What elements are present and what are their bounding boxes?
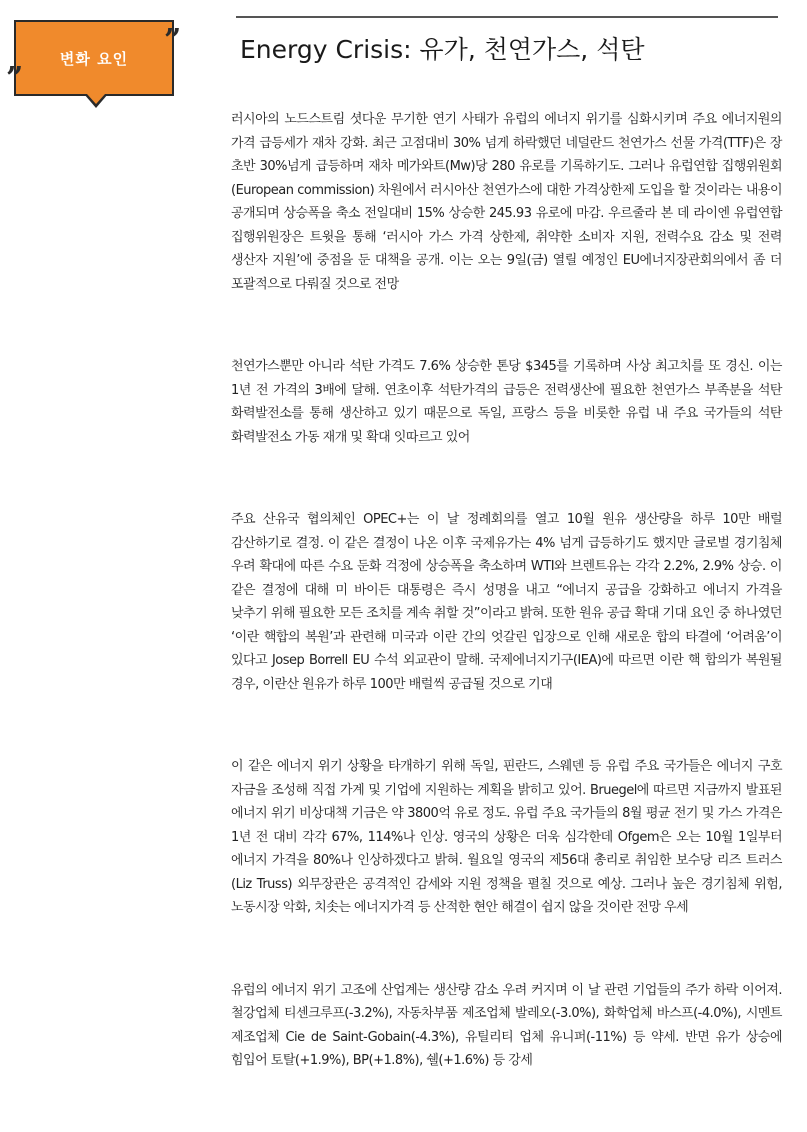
paragraph-opec: 주요 산유국 협의체인 OPEC+는 이 날 정례회의를 열고 10월 원유 생산량을 하루 10만 배럴 감산하기로 결정. 이 같은 결정이 나온 이후 국제유가는 4% 넘게 급등하기도 했지만 글로벌 경기침체 우려 확대에 따른 수요 둔화 걱정에 상승폭을 축소하며 WTI와 브렌트유는 각각 2.2%, 2.9% 상승. 이 같은 결정에 대해 미 바이든 대통령은 즉시 성명을 내고 “에너지 공급을 강화하고 에너지 가격을 낮추기 위해 필요한 모든 조치를 계속 취할 것”이라고 밝혀. 또한 원유 공급 확대 기대 요인 중 하나였던 ‘이란 핵합의 복원’과 관련해 미국과 이란 간의 엇갈린 입장으로 인해 새로운 합의 타결에 ‘어려움’이 있다고 Josep Borrell EU 수석 외교관이 말해. 국제에너지기구(IEA)에 따르면 이란 핵 합의가 복원될 경우, 이란산 원유가 하루 100만 배럴씩 공급될 것으로 기대	[231, 512, 782, 692]
article-body	[231, 108, 782, 1132]
open-quote-icon: ”	[6, 61, 24, 96]
close-quote-icon: ”	[164, 23, 182, 58]
title-divider	[236, 16, 778, 18]
paragraph-coal-prices: 천연가스뿐만 아니라 석탄 가격도 7.6% 상승한 톤당 $345를 기록하며 사상 최고치를 또 경신. 이는 1년 전 가격의 3배에 달해. 연초이후 석탄가격의 급등은 전력생산에 필요한 천연가스 부족분을 석탄 화력발전소를 통해 생산하고 있기 때문으로 독일, 프랑스 등을 비롯한 유럽 내 주요 국가들의 석탄 화력발전소 가동 재개 및 확대 잇따르고 있어	[231, 359, 782, 445]
badge-box	[14, 20, 174, 96]
page-title: Energy Crisis: 유가, 천연가스, 석탄	[240, 35, 645, 64]
paragraph-gas-prices: 러시아의 노드스트림 셧다운 무기한 연기 사태가 유럽의 에너지 위기를 심화시키며 주요 에너지원의 가격 급등세가 재차 강화. 최근 고점대비 30% 넘게 하락했던 네덜란드 천연가스 선물 가격(TTF)은 장 초반 30%넘게 급등하며 재차 메가와트(Mw)당 280 유로를 기록하기도. 그러나 유럽연합 집행위원회(European commission) 차원에서 러시아산 천연가스에 대한 가격상한제 도입을 할 것이라는 내용이 공개되며 상승폭을 축소 전일대비 15% 상승한 245.93 유로에 마감. 우르줄라 본 데 라이엔 유럽연합 집행위원장은 트윗을 통해 ‘러시아 가스 가격 상한제, 취약한 소비자 지원, 전력수요 감소 및 전력 생산자 지원’에 중점을 둔 대책을 공개. 이는 오는 9일(금) 열릴 예정인 EU에너지장관회의에서 좀 더 포괄적으로 다뤄질 것으로 전망	[231, 112, 782, 292]
paragraph-relief-funds: 이 같은 에너지 위기 상황을 타개하기 위해 독일, 핀란드, 스웨덴 등 유럽 주요 국가들은 에너지 구호 자금을 조성해 직접 가계 및 기업에 지원하는 계획을 밝히고 있어. Bruegel에 따르면 지금까지 발표된 에너지 위기 비상대책 기금은 약 3800억 유로 정도. 유럽 주요 국가들의 8월 평균 전기 및 가스 가격은 1년 전 대비 각각 67%, 114%나 인상. 영국의 상황은 더욱 심각한데 Ofgem은 오는 10월 1일부터 에너지 가격을 80%나 인상하겠다고 밝혀. 월요일 영국의 제56대 총리로 취임한 보수당 리즈 트러스(Liz Truss) 외무장관은 공격적인 감세와 지원 정책을 펼칠 것으로 예상. 그러나 높은 경기침체 위험, 노동시장 악화, 치솟는 에너지가격 등 산적한 현안 해결이 쉽지 않을 것이란 전망 우세	[231, 759, 782, 915]
section-badge	[0, 0, 200, 120]
paragraph-industry-stocks: 유럽의 에너지 위기 고조에 산업계는 생산량 감소 우려 커지며 이 날 관련 기업들의 주가 하락 이어져. 철강업체 티센크루프(-3.2%), 자동차부품 제조업체 발레오(-3.0%), 화학업체 바스프(-4.0%), 시멘트 제조업체 Cie de Saint-Gobain(-4.3%), 유틸리티 업체 유니퍼(-11%) 등 약세. 반면 유가 상승에 힘입어 토탈(+1.9%), BP(+1.8%), 쉘(+1.6%) 등 강세	[231, 982, 782, 1068]
speech-bubble-tail-fill	[87, 94, 105, 104]
badge-label: 변화 요인	[59, 49, 129, 68]
